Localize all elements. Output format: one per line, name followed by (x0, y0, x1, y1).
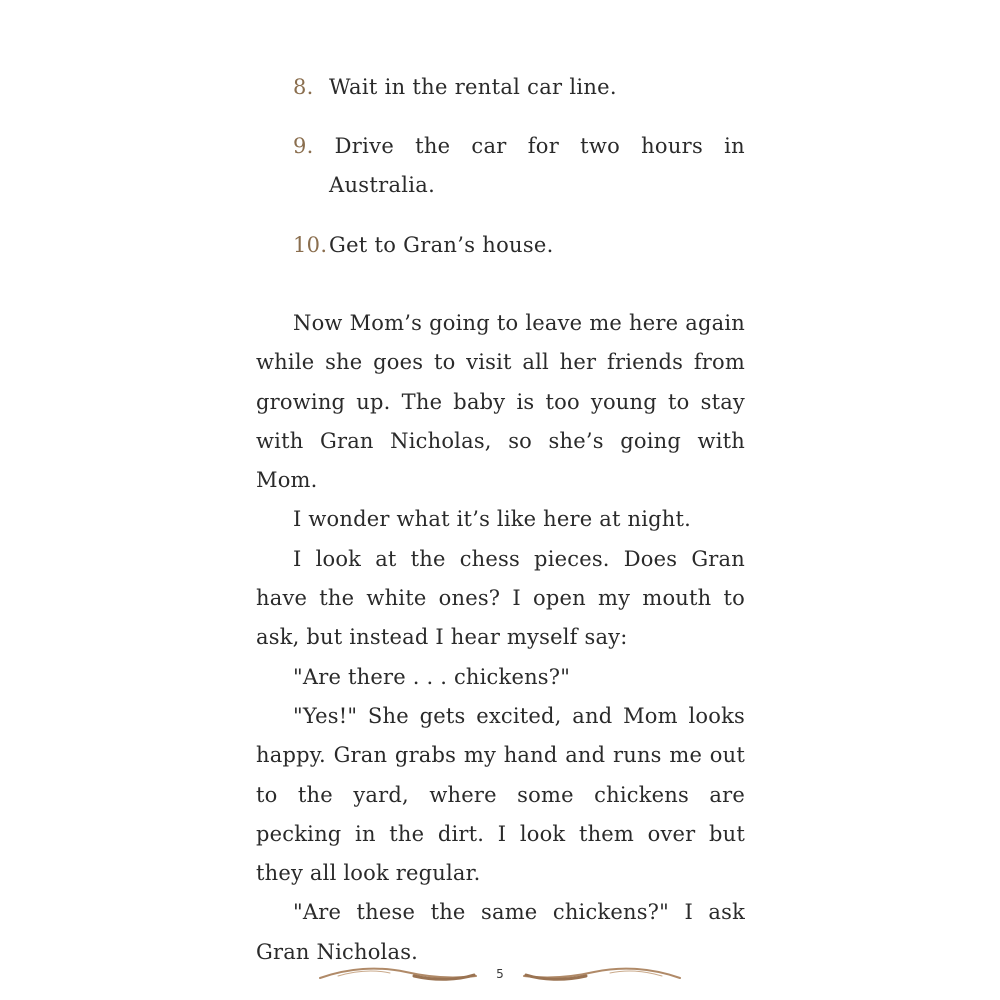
list-item-8 (293, 68, 617, 107)
list-text-continued: Australia. (329, 173, 436, 197)
list-word: car (471, 134, 507, 158)
list-word: hours (641, 134, 704, 158)
paragraph: "Yes!" She gets excited, and Mom looks happy. Gran grabs my hand and runs me out to the yard, where some chickens are pecking in the dirt. I look them over but they all look regular. (256, 703, 745, 886)
list-line (293, 127, 745, 166)
page-footer (0, 960, 1000, 990)
list-item-10 (293, 226, 554, 265)
paragraph: I look at the chess pieces. Does Gran have the white ones? I open my mouth to ask, but instead I hear myself say: (256, 546, 745, 650)
list-word: for (527, 134, 560, 158)
list-word: Drive (334, 134, 395, 158)
paragraph: "Are there . . . chickens?" (293, 664, 571, 689)
page-number: 5 (496, 967, 504, 981)
list-number: 10. (293, 233, 328, 257)
list-word: in (724, 134, 745, 158)
list-number: 8. (293, 75, 314, 99)
list-number: 9. (293, 134, 314, 158)
list-item-9 (293, 127, 745, 205)
paragraph: Now Mom’s going to leave me here again while she goes to visit all her friends from growing up. The baby is too young to stay with Gran Nicholas, so she’s going with Mom. (256, 311, 745, 493)
paragraph: "Are these the same chickens?" I ask Gran Nicholas. (256, 900, 745, 964)
paragraph: I wonder what it’s like here at night. (293, 507, 692, 532)
list-text: Get to Gran’s house. (329, 233, 554, 257)
list-word: two (580, 134, 621, 158)
body-text (256, 304, 745, 972)
right-flourish-ornament (522, 964, 682, 986)
left-flourish-ornament (318, 964, 478, 986)
list-word: the (415, 134, 451, 158)
list-text: Wait in the rental car line. (329, 75, 617, 99)
